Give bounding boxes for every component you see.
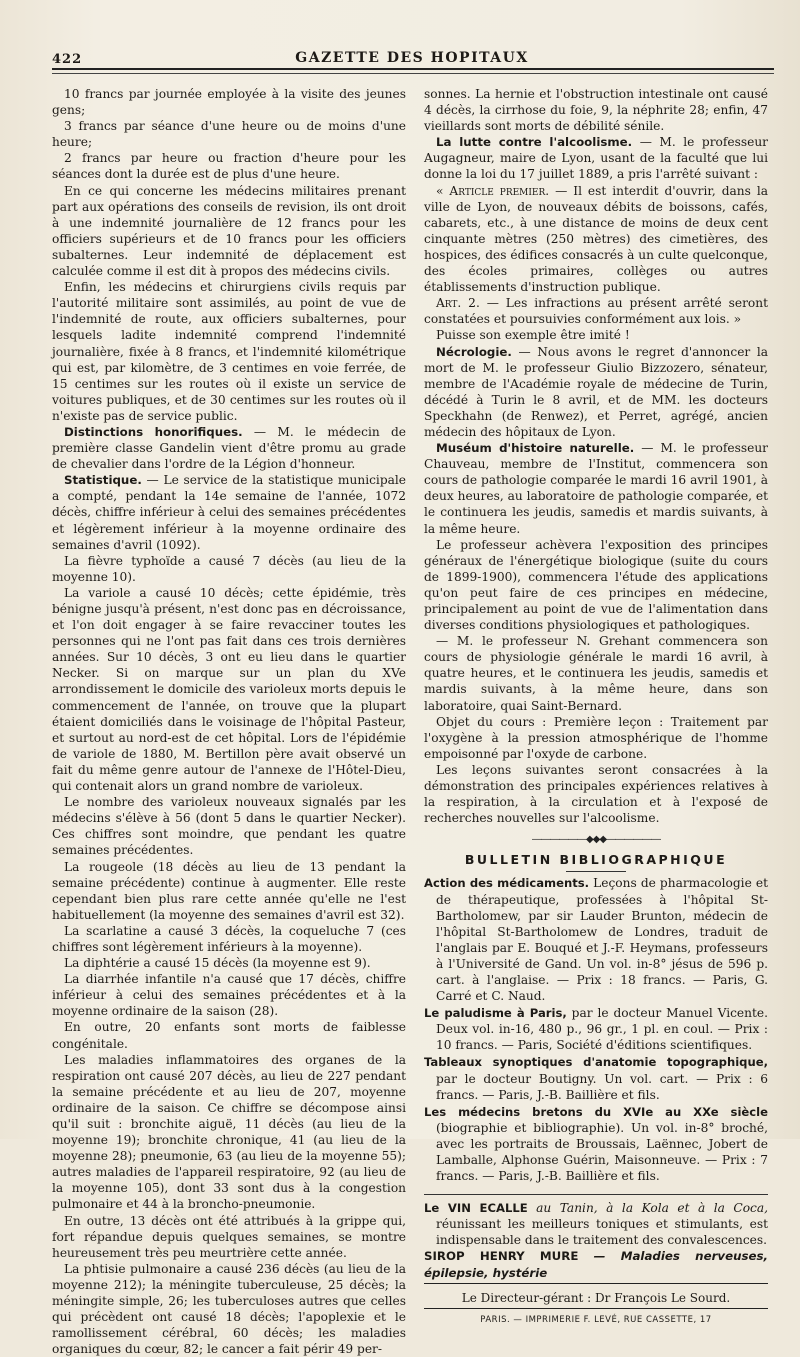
advertisement-sirop: [424, 1248, 768, 1283]
paragraph: La rougeole (18 décès au lieu de 13 pendant la semaine précédente) continue à augmenter. Elle reste cependant bien plus rare cette année qu'elle ne l'est habituellement (la moyenne des semaines d'avril est 32).: [52, 859, 406, 922]
paragraph: La scarlatine a causé 3 décès, la coqueluche 7 (ces chiffres sont légèrement inférieurs à la moyenne).: [52, 923, 406, 954]
ad-text: [424, 1200, 768, 1248]
header-rule: [52, 68, 774, 70]
ad-heading: Le VIN ECALLE: [424, 1201, 528, 1216]
section-heading: Muséum d'histoire naturelle.: [436, 441, 635, 456]
section-text: — M. le médecin de première classe Gandelin vient d'être promu au grade de chevalier dans l'ordre de la Légion d'honneur.: [52, 424, 406, 472]
article-museum: [424, 440, 768, 537]
paragraph: Le professeur achèvera l'exposition des principes généraux de l'énergétique biologique (suite du cours de 1899-1900), commencera l'étude des applications qu'on peut faire de ces principes en médecine, principalement au point de vue de l'alimentation dans diverses conditions physiologiques et pathologiques.: [424, 537, 768, 633]
ad-italic: au Tanin, à la Kola et à la Coca,: [527, 1201, 768, 1216]
paragraph: Le nombre des varioleux nouveaux signalés par les médecins s'élève à 56 (dont 5 dans le quartier Necker). Ces chiffres sont moindre, que pendant les quatre semaines précédentes.: [52, 795, 406, 858]
ad-body: réunissant les meilleurs toniques et stimulants, est indispensable dans le traitement des convalescences.: [436, 1217, 768, 1248]
bib-entry: [424, 1054, 768, 1102]
section-text: — Le service de la statistique municipale a compté, pendant la 14e semaine de l'année, 1072 décès, chiffre inférieur à celui des semaines précédentes et légèrement inférieur à la moyenne ordinaire des semaines d'avril (1092).: [52, 473, 406, 552]
paragraph: — M. le professeur N. Grehant commencera son cours de physiologie générale le mardi 16 avril, à quatre heures, et le continuera les jeudis, samedis et mardis suivants, à la même heure, dans son laboratoire, quai Saint-Bernard.: [424, 634, 768, 713]
article-text: — Les infractions au présent arrêté seront constatées et poursuivies conformément aux lois. »: [424, 296, 768, 327]
paragraph: sonnes. La hernie et l'obstruction intestinale ont causé 4 décès, la cirrhose du foie, 9, la néphrite 28; enfin, 47 vieillards sont morts de débilité sénile.: [424, 87, 768, 134]
article-text: — Il est interdit d'ouvrir, dans la ville de Lyon, de nouveaux débits de boissons, cafés, cabarets, etc., à une distance de moins de deux cent cinquante mètres (250 mètres) des cimetières, des hospices, des édifices consacrés à un culte quelconque, des écoles primaires, collèges ou autres établissements d'instruction publique.: [424, 183, 769, 295]
paragraph: La phtisie pulmonaire a causé 236 décès (au lieu de la moyenne 212); la méningite tuberculeuse, 25 décès; la méningite simple, 26; les tuberculoses autres que celles qui précèdent ont causé 18 décès; l'apoplexie et le ramollissement cérébral, 60 décès; les maladies organiques du cœur, 82; le cancer a fait périr 49 per-: [52, 1261, 406, 1357]
article-statistique: [52, 472, 406, 552]
paragraph: Les maladies inflammatoires des organes de la respiration ont causé 207 décès, au lieu de 227 pendant la semaine précédente et au lieu de 207, moyenne ordinaire de la saison. Ce chiffre se décompose ainsi qu'il suit : bronchite aiguë, 11 décès (au lieu de la moyenne 19); bronchite chronique, 41 (au lieu de la moyenne 28); pneumonie, 63 (au lieu de la moyenne 55); autres maladies de l'appareil respiratoire, 92 (au lieu de la moyenne 105), dont 33 sont dus à la congestion pulmonaire et 44 à la broncho-pneumonie.: [52, 1052, 406, 1212]
paragraph: En outre, 20 enfants sont morts de faiblesse congénitale.: [52, 1020, 406, 1051]
header-rule-thin: [52, 73, 774, 74]
section-text: — M. le professeur Augagneur, maire de Lyon, usant de la faculté que lui donne la loi du 17 juillet 1889, a pris l'arrêté suivant :: [424, 135, 768, 182]
paragraph: La variole a causé 10 décès; cette épidémie, très bénigne jusqu'à présent, n'est donc pas en décroissance, et l'on doit engager à se faire revacciner toutes les personnes qui ne l'ont pas fait dans ces trois dernières années. Sur 10 décès, 3 ont eu lieu dans le quartier Necker. Si on marque sur un plan du XVe arrondissement le domicile des varioleux morts depuis le commencement de l'année, on trouve que la plupart étaient domiciliés dans le voisinage de l'hôpital Pasteur, et surtout au nord-est de cet hôpital. Lors de l'épidémie de variole de 1880, M. Bertillon père avait observé un fait du même genre autour de l'annexe de l'Hôtel-Dieu, qui contenait alors un grand nombre de varioleux.: [52, 585, 406, 794]
section-heading: La lutte contre l'alcoolisme.: [436, 135, 633, 150]
bib-text: (biographie et bibliographie). Un vol. in-8° broché, avec les portraits de Broussais, Laënnec, Jobert de Lamballe, Alphonse Guérin, Maisonneuve. — Prix : 7 francs. — Paris, J.-B. Baillière et fils.: [436, 1120, 768, 1184]
paragraph: La fièvre typhoïde a causé 7 décès (au lieu de la moyenne 10).: [52, 553, 406, 584]
article-necrologie: [424, 344, 768, 441]
article-label: « Article premier.: [436, 183, 550, 198]
bib-entry: [424, 1005, 768, 1053]
section-text: — Nous avons le regret d'annoncer la mort de M. le professeur Giulio Bizzozero, sénateur, membre de l'Académie royale de médecine de Turin, décédé à Turin le 8 avril, et de MM. les docteurs Speckhahn (de Renwez), et Perret, agrégé, ancien médecin des hôpitaux de Lyon.: [424, 344, 768, 439]
paragraph: 3 francs par séance d'une heure ou de moins d'une heure;: [52, 119, 406, 150]
paragraph: La diphtérie a causé 15 décès (la moyenne est 9).: [64, 956, 371, 971]
article-1: [424, 183, 768, 296]
ornament-divider: ――――――◆◆◆――――――: [531, 834, 661, 846]
page-header: [52, 44, 772, 68]
title-underline: [566, 871, 626, 872]
right-column: [424, 86, 768, 1328]
director-line: Le Directeur-gérant : Dr François Le Sourd.: [424, 1290, 768, 1309]
paragraph: Enfin, les médecins et chirurgiens civils requis par l'autorité militaire sont assimilés, au point de vue de l'indemnité de route, aux officiers subalternes, pour lesquels ladite indemnité comprend l'indemnité journalière, fixée à 8 francs, et l'indemnité kilométrique qui est, par kilomètre, de 3 centimes en voie ferrée, de 15 centimes sur les routes où il existe un service de voitures publiques, et de 30 centimes sur les routes où il n'existe pas de service public.: [52, 280, 406, 423]
paragraph: Puisse son exemple être imité !: [436, 328, 630, 343]
article-alcoolisme: [424, 134, 768, 182]
bib-entry: [424, 1104, 768, 1184]
paragraph: Les leçons suivantes seront consacrées à la démonstration des principales expériences relatives à la respiration, à la circulation et à l'exposé de recherches nouvelles sur l'alcoolisme.: [424, 762, 768, 826]
bib-text: par le docteur Manuel Vicente. Deux vol. in-16, 480 p., 96 gr., 1 pl. en coul. — Prix : 10 francs. — Paris, Société d'éditions scientifiques.: [436, 1006, 768, 1053]
bulletin-title: BULLETIN BIBLIOGRAPHIQUE: [464, 852, 728, 868]
section-heading: Distinctions honorifiques.: [64, 424, 243, 439]
bib-entry: [424, 875, 768, 1004]
paragraph: La diarrhée infantile n'a causé que 17 décès, chiffre inférieur à celui des semaines précédentes et à la moyenne ordinaire de la saison (28).: [52, 972, 406, 1019]
section-heading: Nécrologie.: [436, 344, 512, 359]
left-column: [52, 86, 406, 1357]
section-heading: Statistique.: [64, 473, 142, 488]
advertisement-vin: [424, 1194, 768, 1248]
paragraph: En ce qui concerne les médecins militaires prenant part aux opérations des conseils de revision, ils ont droit à une indemnité journalière de 12 francs pour les officiers supérieurs et de 10 francs pour les officiers subalternes. Leur indemnité de déplacement est calculée comme il est dit à propos des médecins civils.: [52, 183, 406, 279]
bib-heading: Le paludisme à Paris,: [424, 1006, 567, 1021]
bib-text: Leçons de pharmacologie et de thérapeutique, professées à l'hôpital St-Bartholomew, par sir Lauder Brunton, médecin de l'hôpital St-Bartholomew de Londres, traduit de l'anglais par E. Bouqué et J.-F. Heymans, professeurs à l'Université de Gand. Un vol. in-8° jésus de 596 p. cart. à l'anglaise. — Prix : 18 francs. — Paris, G. Carré et C. Naud.: [436, 876, 768, 1004]
article-2: [424, 295, 768, 327]
page-number: 422: [52, 52, 83, 67]
article-distinctions: [52, 424, 406, 472]
paragraph: 10 francs par journée employée à la visite des jeunes gens;: [52, 87, 406, 118]
section-text: — M. le professeur Chauveau, membre de l'Institut, commencera son cours de pathologie comparée le mardi 16 avril 1901, à deux heures, au laboratoire de pathologie comparée, et le continuera les jeudis, samedis et mardis suivants, à la même heure.: [424, 441, 769, 536]
article-label: Art. 2.: [436, 296, 480, 311]
bib-text: par le docteur Boutigny. Un vol. cart. — Prix : 6 francs. — Paris, J.-B. Baillière et fils.: [436, 1071, 768, 1102]
paragraph: 2 francs par heure ou fraction d'heure pour les séances dont la durée est de plus d'une heure.: [52, 151, 406, 182]
journal-title: GAZETTE DES HOPITAUX: [295, 50, 529, 66]
bib-heading: Action des médicaments.: [424, 876, 590, 891]
paragraph: Objet du cours : Première leçon : Traitement par l'oxygène à la pression atmosphérique de l'homme empoisonné par l'oxyde de carbone.: [424, 714, 768, 761]
printer-line: PARIS. — IMPRIMERIE F. LEVÉ, RUE CASSETTE, 17: [480, 1314, 712, 1325]
paragraph: En outre, 13 décès ont été attribués à la grippe qui, fort répandue depuis quelques semaines, se montre heureusement très peu meurtrière cette année.: [52, 1213, 406, 1260]
bib-heading: Tableaux synoptiques d'anatomie topographique,: [424, 1055, 768, 1070]
ad-heading: SIROP HENRY MURE: [424, 1249, 579, 1264]
ad-italic: — Maladies nerveuses, épilepsie, hystérie: [424, 1249, 769, 1280]
bib-heading: Les médecins bretons du XVIe au XXe siècle: [424, 1104, 768, 1119]
